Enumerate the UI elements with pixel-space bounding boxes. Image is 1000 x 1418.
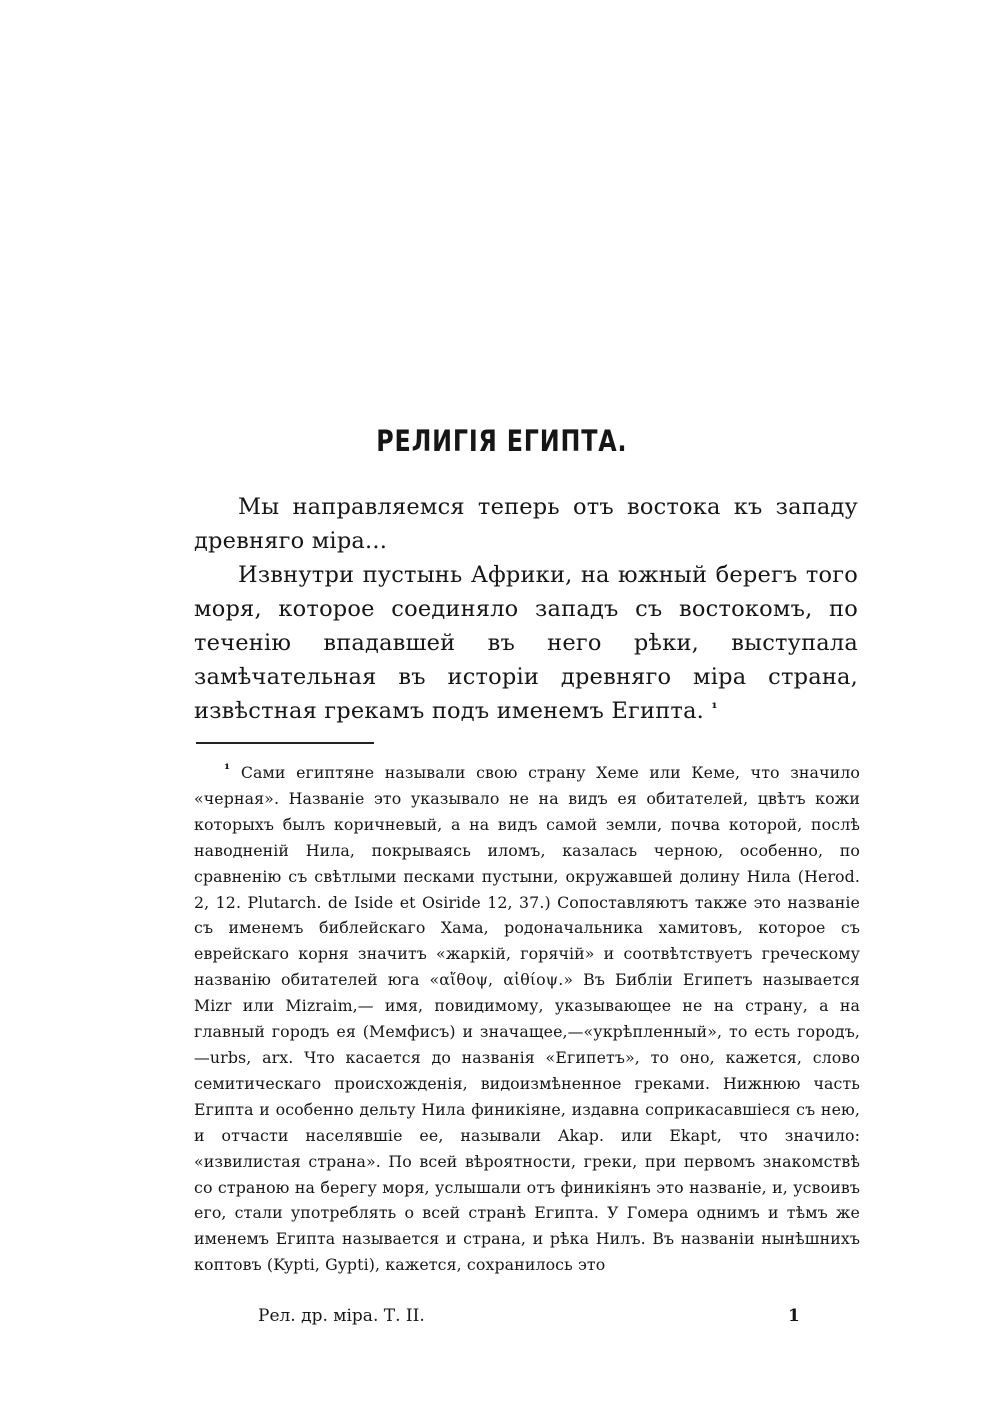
page-number: 1 (788, 1306, 800, 1326)
footnote-separator (196, 742, 374, 744)
footer-signature: Рел. др. міра. Т. II. (258, 1306, 425, 1326)
footnote-marker: ¹ (224, 762, 231, 778)
paragraph-1: Мы направляемся теперь отъ востока къ западу древняго міра... (194, 494, 858, 554)
paragraph-2 (194, 558, 858, 728)
main-text (194, 490, 858, 728)
footnote (194, 760, 860, 1278)
paragraph-2-text: Извнутри пустынь Африки, на южный берегъ того моря, которое соединяло западъ съ востокомъ, по теченію впадавшей въ него рѣки, выступала замѣчательная въ исторіи древняго міра страна, извѣстная грекамъ подъ именемъ Египта. (194, 562, 858, 724)
chapter-title: РЕЛИГІЯ ЕГИПТА. (376, 424, 628, 458)
page-footer (0, 1306, 1000, 1336)
footnote-reference[interactable]: ¹ (711, 701, 718, 717)
footnote-text: Сами египтяне называли свою страну Хеме или Кеме, что значило «черная». Названіе это указывало не на видъ ея обитателей, цвѣтъ кожи которыхъ былъ коричневый, а на видъ самой земли, почва которой, послѣ наводненій Нила, покрываясь иломъ, казалась черною, особенно, по сравненію съ свѣтлыми песками пустыни, окружавшей долину Нила (Herod. 2, 12. Plutarch. de Iside et Osiride 12, 37.) Сопоставляютъ также это названіе съ именемъ библейскаго Хама, родоначальника хамитовъ, которое съ еврейскаго корня значитъ «жаркій, горячій» и соотвѣтствуетъ греческому названію обитателей юга «αἴθοψ, αἰθίοψ.» Въ Библіи Египетъ называется Mizr или Mizraim,— имя, повидимому, указывающее не на страну, а на главный городъ ея (Мемфисъ) и значащее,—«укрѣпленный», то есть городъ,—urbs, arx. Что касается до названія «Египетъ», то оно, кажется, слово семитическаго происхожденія, видоизмѣненное греками. Нижнюю часть Египта и особенно дельту Нила финикіяне, издавна соприкасавшіеся съ нею, и отчасти населявшіе ее, называли Akap. или Ekapt, что значило: «извилистая страна». По всей вѣроятности, греки, при первомъ знакомствѣ со страною на берегу моря, услышали отъ финикіянъ это названіе, и, усвоивъ его, стали употреблять о всей странѣ Египта. У Гомера однимъ и тѣмъ же именемъ Египта называется и страна, и рѣка Нилъ. Въ названіи нынѣшнихъ коптовъ (Kypti, Gypti), кажется, сохранилось это (194, 763, 860, 1275)
